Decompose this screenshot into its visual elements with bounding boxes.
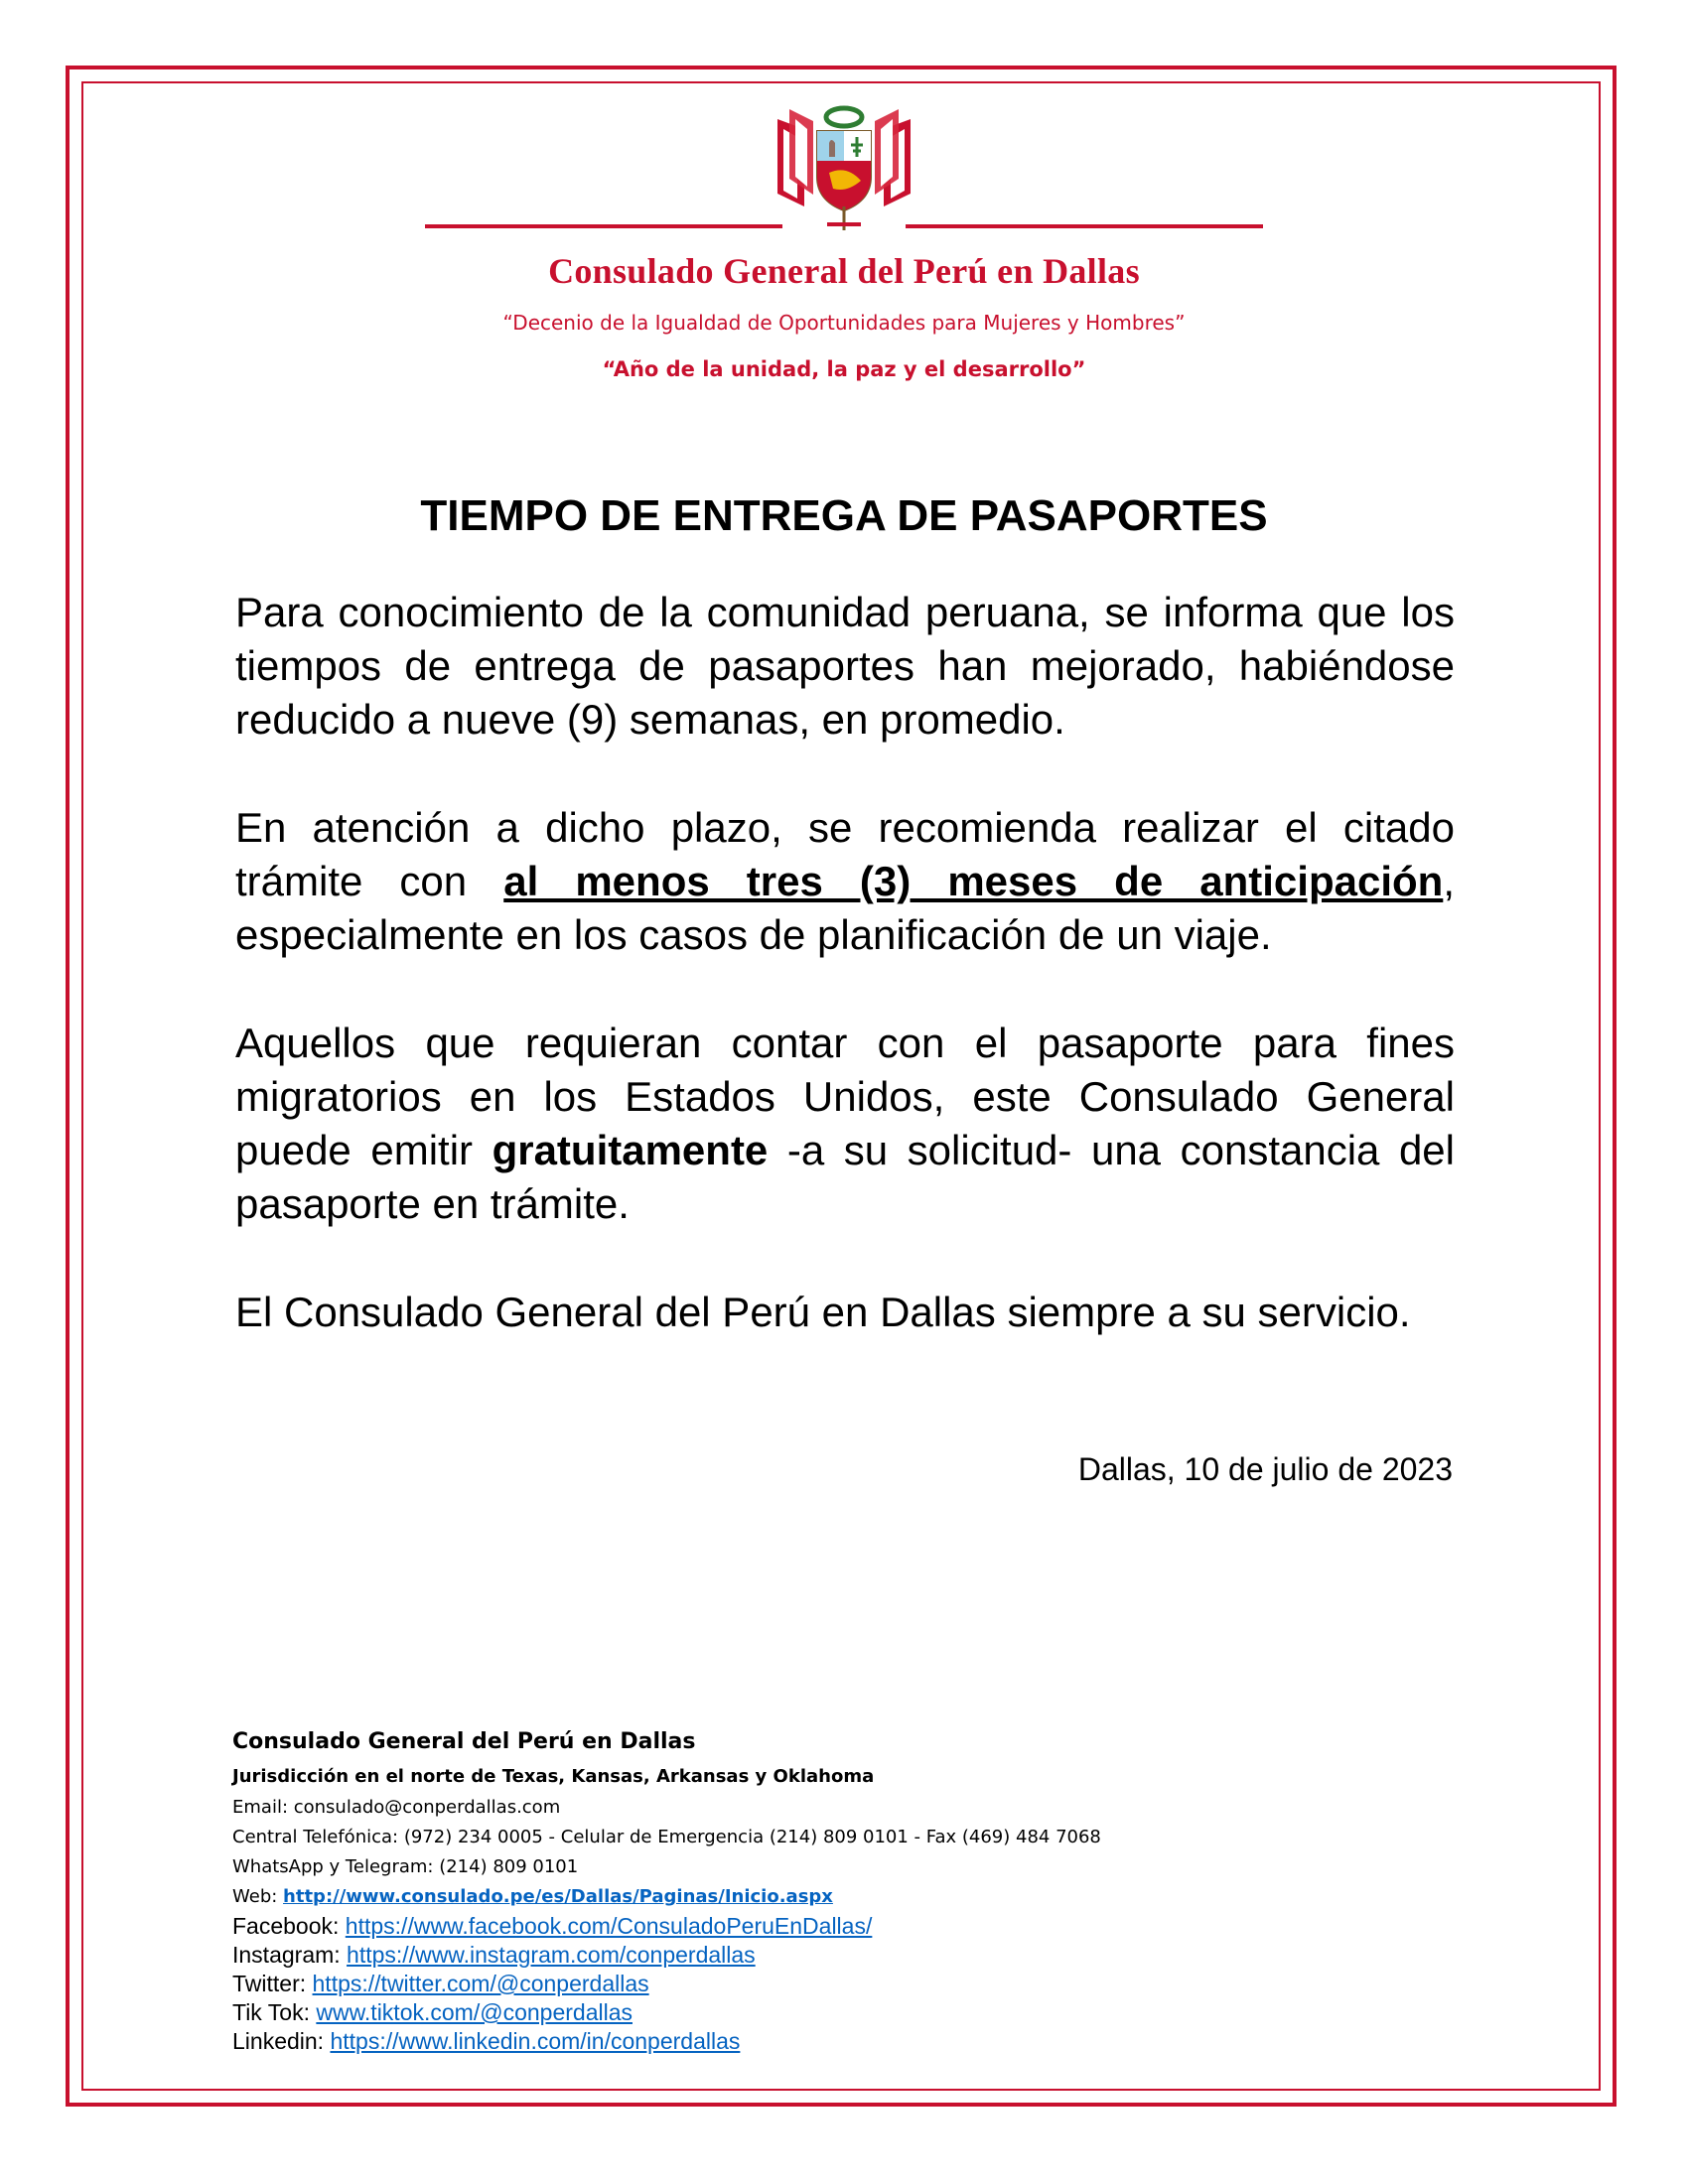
paragraph-3-text: Aquellos que requieran contar con el pasaporte para fines migratorios en los Estados Unidos, este Consulado General puede emitir — [235, 1020, 1455, 1173]
footer-twitter — [232, 1970, 1424, 1998]
footer-facebook — [232, 1912, 1424, 1941]
footer-contact-block — [232, 1723, 1424, 2056]
footer-consulate-name: Consulado General del Perú en Dallas — [232, 1729, 696, 1754]
footer-twitter-label: Twitter: — [232, 1971, 313, 1996]
paragraph-4: El Consulado General del Perú en Dallas siempre a su servicio. — [235, 1289, 1411, 1335]
footer-messaging: WhatsApp y Telegram: (214) 809 0101 — [232, 1856, 579, 1877]
decade-motto: “Decenio de la Igualdad de Oportunidades para Mujeres y Hombres” — [502, 311, 1186, 335]
footer-linkedin — [232, 2027, 1424, 2056]
footer-facebook-label: Facebook: — [232, 1913, 346, 1939]
paragraph-3-text-end: -a su solicitud- una constancia del pasaporte en trámite. — [235, 1127, 1455, 1227]
footer-instagram-link[interactable]: https://www.instagram.com/conperdallas — [347, 1942, 756, 1968]
year-motto: “Año de la unidad, la paz y el desarrollo” — [602, 357, 1086, 381]
footer-instagram — [232, 1941, 1424, 1970]
header-rule-left — [425, 224, 782, 228]
paragraph-1: Para conocimiento de la comunidad peruana, se informa que los tiempos de entrega de pasaportes han mejorado, habiéndose reducido a nueve (9) semanas, en promedio. — [235, 589, 1455, 743]
coat-of-arms-emblem — [770, 99, 918, 233]
footer-facebook-link[interactable]: https://www.facebook.com/ConsuladoPeruEnDallas/ — [345, 1913, 873, 1939]
paragraph-2-emphasis: al menos tres (3) meses de anticipación — [503, 858, 1444, 904]
paragraph-3 — [235, 1017, 1455, 1231]
footer-twitter-link[interactable]: https://twitter.com/@conperdallas — [312, 1971, 649, 1996]
footer-web-label: Web: — [232, 1886, 284, 1907]
footer-email: Email: consulado@conperdallas.com — [232, 1797, 561, 1818]
paragraph-2 — [235, 801, 1455, 962]
header-rule-right — [906, 224, 1263, 228]
footer-tiktok — [232, 1998, 1424, 2027]
footer-tiktok-link[interactable]: www.tiktok.com/@conperdallas — [316, 1999, 633, 2025]
footer-tiktok-label: Tik Tok: — [232, 1999, 317, 2025]
document-title: TIEMPO DE ENTREGA DE PASAPORTES — [420, 491, 1268, 540]
footer-linkedin-link[interactable]: https://www.linkedin.com/in/conperdallas — [330, 2028, 741, 2054]
footer-phones: Central Telefónica: (972) 234 0005 - Celular de Emergencia (214) 809 0101 - Fax (469) 484 7068 — [232, 1827, 1101, 1847]
paragraph-2-text-end: , especialmente en los casos de planificación de un viaje. — [235, 858, 1455, 958]
footer-jurisdiction: Jurisdicción en el norte de Texas, Kansas, Arkansas y Oklahoma — [232, 1766, 875, 1787]
paragraph-3-emphasis: gratuitamente — [492, 1127, 769, 1173]
paragraph-2-text: En atención a dicho plazo, se recomienda realizar el citado trámite con — [235, 804, 1455, 904]
footer-web-link[interactable]: http://www.consulado.pe/es/Dallas/Paginas/Inicio.aspx — [283, 1886, 833, 1907]
consulate-title: Consulado General del Perú en Dallas — [548, 251, 1140, 291]
document-date: Dallas, 10 de julio de 2023 — [1077, 1451, 1453, 1487]
footer-instagram-label: Instagram: — [232, 1942, 348, 1968]
footer-web — [232, 1882, 1424, 1912]
footer-linkedin-label: Linkedin: — [232, 2028, 331, 2054]
